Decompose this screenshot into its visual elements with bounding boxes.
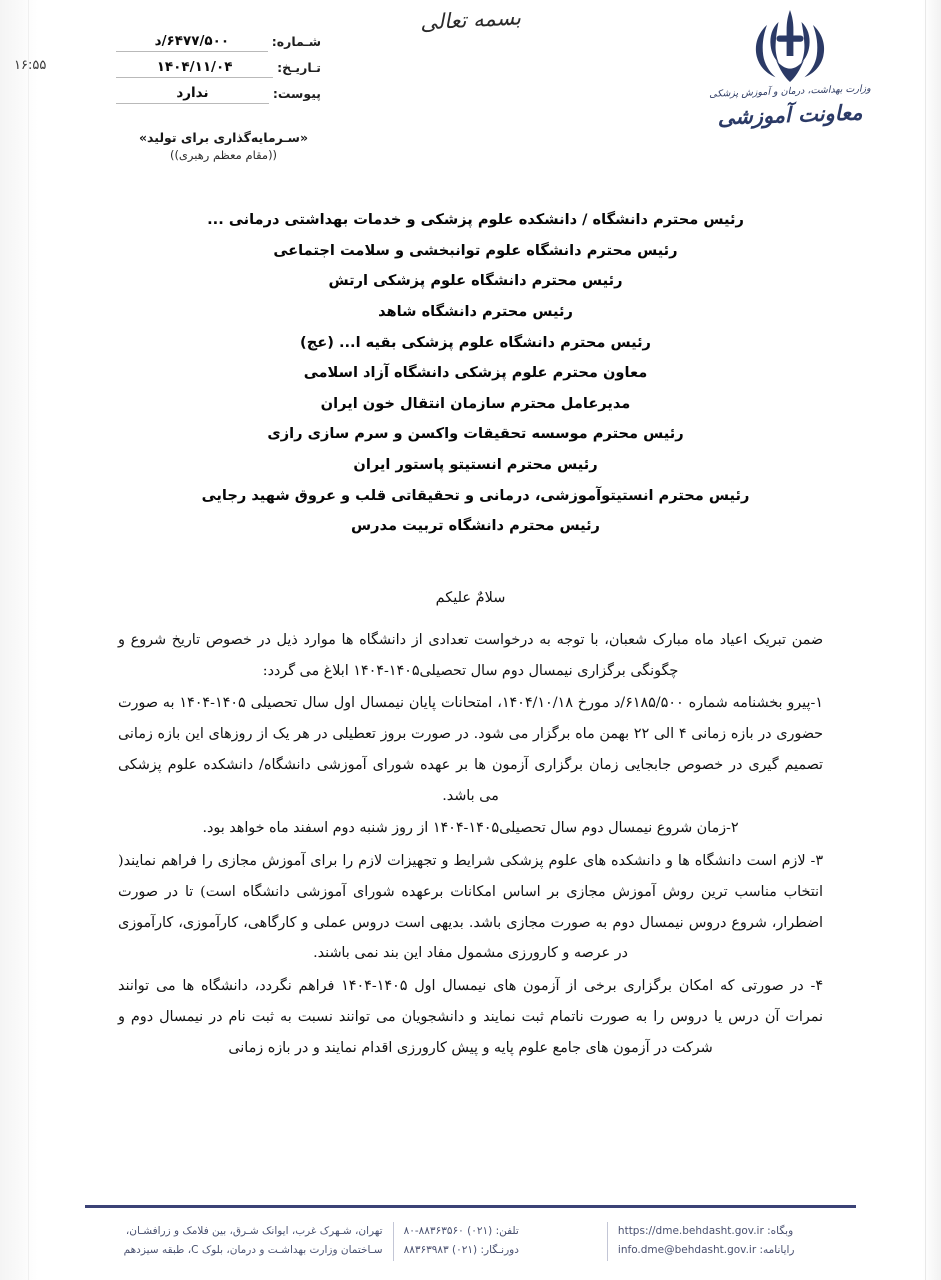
- footer: [85, 1222, 856, 1261]
- fax-row: [404, 1241, 597, 1260]
- address-line-2: سـاختمان وزارت بهداشـت و درمان، بلوک C، طبقه سیزدهم: [123, 1244, 383, 1257]
- scan-edge-left: [28, 0, 29, 1280]
- attachment-label: پیوست:: [272, 86, 321, 101]
- body-paragraph: ۴- در صورتی که امکان برگزاری برخی از آزمون های نیمسال اول ۱۴۰۵-۱۴۰۴ فراهم نگردد، دانشگاه ها می توانند نمرات آن درس یا دروس را به صورت ناتمام ثبت نمایند و دانشجویان می توانند نسبت به ثبت نام در نیمسال دوم و شرکت در آزمون های جامع علوم پایه و پیش کارورزی اقدام نمایند و در بازه زمانی: [118, 978, 823, 1056]
- letter-body: [118, 625, 823, 1065]
- attachment-value: ندارد: [176, 85, 209, 101]
- footer-divider: [85, 1205, 856, 1208]
- ministry-logo: [700, 8, 880, 130]
- number-value: ۶۴۷۷/۵۰۰/د: [154, 33, 230, 49]
- slogan-attribution: ((مقام معظم رهبری)): [169, 148, 278, 163]
- email-label: رایانامه:: [759, 1244, 795, 1257]
- fax-value: (۰۲۱) ۸۸۳۶۳۹۸۳: [403, 1244, 478, 1257]
- recipient-item: رئیس محترم دانشگاه / دانشکده علوم پزشکی و خدمات بهداشتی درمانی ...: [207, 211, 744, 228]
- footer-separator: [393, 1222, 394, 1261]
- number-field: [116, 30, 268, 52]
- greeting: سلامٌ علیکم: [435, 590, 506, 606]
- slogan-primary: «سـرمایه‌گذاری برای تولید»: [138, 130, 309, 145]
- website-label: وبگاه:: [767, 1225, 794, 1237]
- email-row: [618, 1241, 846, 1260]
- number-label: شـماره:: [271, 34, 321, 49]
- date-field: [116, 56, 273, 78]
- recipient-item: رئیس محترم دانشگاه تربیت مدرس: [351, 517, 600, 535]
- recipient-item: مدیرعامل محترم سازمان انتقال خون ایران: [320, 394, 631, 412]
- meta-row-number: [116, 26, 321, 52]
- meta-row-attachment: [116, 78, 321, 104]
- website-row: [618, 1222, 846, 1241]
- recipient-item: رئیس محترم دانشگاه علوم پزشکی ارتش: [328, 272, 623, 290]
- recipient-item: رئیس محترم انستیتوآموزشی، درمانی و تحقیقاتی قلب و عروق شهید رجایی: [201, 486, 750, 504]
- iran-emblem-icon: [742, 8, 838, 84]
- recipient-item: معاون محترم علوم پزشکی دانشگاه آزاد اسلامی: [303, 364, 648, 382]
- footer-web: [608, 1222, 856, 1261]
- ministry-name: وزارت بهداشت، درمان و آموزش پزشکی: [709, 83, 871, 100]
- meta-row-date: [116, 52, 321, 78]
- recipient-item: رئیس محترم دانشگاه شاهد: [378, 302, 573, 320]
- footer-separator: [607, 1222, 608, 1261]
- year-slogan: [116, 128, 331, 165]
- address-line-1: تهران، شـهرک غرب، ایوانک شـرق، بین فلامک و زرافشـان،: [125, 1225, 383, 1237]
- footer-contact: [394, 1222, 607, 1261]
- recipient-item: رئیس محترم دانشگاه علوم پزشکی بقیه ا... (عج): [300, 333, 651, 351]
- letterhead: [0, 0, 941, 190]
- scan-edge-right: [925, 0, 926, 1280]
- website-value[interactable]: https://dme.behdasht.gov.ir: [617, 1225, 764, 1237]
- phone-label: تلفن:: [495, 1225, 519, 1237]
- basmale-heading: بسمه تعالی: [419, 5, 522, 35]
- body-paragraph: ضمن تبریک اعیاد ماه مبارک شعبان، با توجه به درخواست تعدادی از دانشگاه ها موارد ذیل در خصوص تاریخ شروع و چگونگی برگزاری نیمسال دوم سال تحصیلی۱۴۰۵-۱۴۰۴ ابلاغ می گردد:: [118, 632, 823, 679]
- letter-meta-block: [116, 26, 321, 104]
- date-label: تـاریـخ:: [277, 60, 321, 75]
- recipient-item: رئیس محترم انستیتو پاستور ایران: [353, 456, 598, 474]
- attachment-field: [116, 82, 269, 104]
- email-value[interactable]: info.dme@behdasht.gov.ir: [617, 1244, 757, 1257]
- fax-label: دورنـگار:: [480, 1244, 519, 1257]
- phone-value: (۰۲۱) ۸۸۳۶۳۵۶۰-۸۰: [403, 1225, 493, 1237]
- body-paragraph: ۱-پیرو بخشنامه شماره ۶۱۸۵/۵۰۰/د مورخ ۱۴۰۴/۱۰/۱۸، امتحانات پایان نیمسال اول سال تحصیلی ۱۴۰۵-۱۴۰۴ به صورت حضوری در بازه زمانی ۴ الی ۲۲ بهمن ماه برگزار می شود. در صورت بروز تعطیلی در هر یک از روزهای این بازه زمانی تصمیم گیری در خصوص جابجایی زمان برگزاری آزمون ها بر عهده شورای آموزشی دانشگاه/ دانشکده علوم پزشکی می باشد.: [118, 695, 823, 804]
- timestamp: ۱۶:۵۵: [14, 58, 47, 73]
- department-name: معاونت آموزشی: [717, 99, 863, 130]
- recipient-list: [90, 205, 861, 542]
- body-paragraph: ۲-زمان شروع نیمسال دوم سال تحصیلی۱۴۰۵-۱۴۰۴ از روز شنبه دوم اسفند ماه خواهد بود.: [202, 820, 739, 837]
- date-value: ۱۴۰۴/۱۱/۰۴: [156, 59, 233, 75]
- phone-row: [404, 1222, 597, 1241]
- footer-address: [85, 1222, 393, 1261]
- recipient-item: رئیس محترم موسسه تحقیقات واکسن و سرم سازی رازی: [267, 425, 684, 443]
- body-paragraph: ۳- لازم است دانشگاه ها و دانشکده های علوم پزشکی شرایط و تجهیزات لازم را برای آموزش مجازی را فراهم نمایند( انتخاب مناسب ترین روش آموزش مجازی بر اساس امکانات برعهده شورای آموزشی دانشگاه است) تا در صورت اضطرار، شروع دروس نیمسال دوم به صورت مجازی باشد. بدیهی است دروس عملی و کارگاهی، کارآموزی، کارآموزی در عرصه و کارورزی مشمول مفاد این بند نمی باشند.: [118, 853, 823, 962]
- recipient-item: رئیس محترم دانشگاه علوم توانبخشی و سلامت اجتماعی: [273, 241, 678, 259]
